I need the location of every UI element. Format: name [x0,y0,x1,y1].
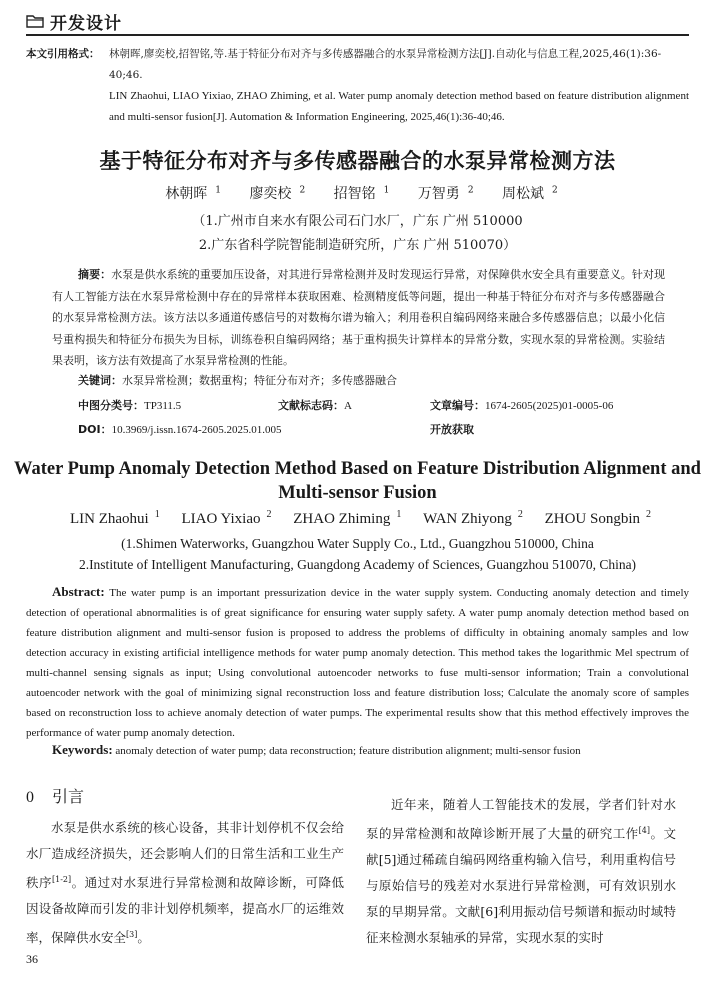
author-en: LIAO Yixiao $^2$ [181,509,272,527]
section-header [26,10,122,32]
affiliation-en-1: (1.Shimen Waterworks, Guangzhou Water Supply Co., Ltd., Guangzhou 510000, China [121,536,594,551]
abstract-en-label: Abstract: [52,584,105,599]
affiliation-cn-2: 2.广东省科学院智能制造研究所，广东 广州 510070） [198,238,517,253]
paragraph: 水泵是供水系统的核心设备，其非计划停机不仅会给水厂造成经济损失，还会影响人们的日常生活和工业生产秩序[1-2]。通过对水泵进行异常检测和故障诊断，可降低因设备故障而引发的非计划停机频率，提高水厂的运维效率，保障供水安全[3]。 [26,820,344,946]
clc-number: 中图分类号：TP311.5 [78,399,182,412]
abstract-en-text: The water pump is an important pressurization device in the water supply system. Conducting anomaly detection and timely detection of operational abnormalities is of great significance for ensuring water supply safety. A water pump anomaly detection method based on feature distribution alignment and multi-sensor fusion is proposed to address the problems of difficulty in obtaining anomaly samples and low detection accuracy in existing artificial intelligence methods for water pump anomaly detection. This method takes the logarithmic Mel spectrum of multi-channel sensing signals as input; Using convolutional autoencoder networks to fuse multi-sensor information; Train a convolutional autoencoder network with the goal of minimizing signal reconstruction loss and feature distribution loss; Calculate the anomaly score of samples based on reconstruction loss to achieve anomaly detection of water pumps. The experimental results show that this method effectively improves the performance of water pump anomaly detection. [26,587,689,739]
header-rule [26,34,689,36]
author-list-cn [0,183,715,203]
paragraph: 近年来，随着人工智能技术的发展，学者们针对水泵的异常检测和故障诊断开展了大量的研究工作[4]。文献[5]通过稀疏自编码网络重构输入信号，利用重构信号与原始信号的残差对水泵进行异常检测，可有效识别水泵的早期异常。文献[6]利用振动信号频谱和振动时域特征来检测水泵轴承的异常，实现水泵的实时 [366,797,676,946]
page-number: 36 [26,952,38,966]
citation-cn: 林朝晖,廖奕校,招智铭,等.基于特征分布对齐与多传感器融合的水泵异常检测方法[J].自动化与信息工程,2025,46(1):36-40;46. [109,48,662,81]
article-number: 文章编号：1674-2605(2025)01-0005-06 [430,399,614,412]
open-access-label: 开放获取 [430,423,474,436]
keywords-en: Keywords: anomaly detection of water pump; data reconstruction; feature distribution alignment; multi-sensor fusion [52,742,581,757]
citation-block [26,44,689,128]
doi[interactable]: DOI：10.3969/j.issn.1674-2605.2025.01.005 [78,423,282,436]
paper-title-cn: 基于特征分布对齐与多传感器融合的水泵异常检测方法 [99,149,616,173]
abstract-cn [52,264,665,372]
affiliation-en-2: 2.Institute of Intelligent Manufacturing, Guangdong Academy of Sciences, Guangzhou 510070, China) [78,557,637,572]
author-en: LIN Zhaohui $^1$ [70,509,160,527]
citation-ref: [1-2] [52,875,72,884]
citation-en: LIN Zhaohui, LIAO Yixiao, ZHAO Zhiming, et al. Water pump anomaly detection method based on feature distribution alignment and multi-sensor fusion[J]. Automation & Information Engineering, 2025,46(1):36-40;46. [109,90,689,123]
abstract-cn-label: 摘要： [78,268,112,281]
folder-icon [26,13,44,29]
author-list-en [0,509,715,528]
author-cn: 林朝晖 $^1$ [165,185,221,202]
abstract-cn-text: 水泵是供水系统的重要加压设备，对其进行异常检测并及时发现运行异常，对保障供水安全具有重要意义。针对现有人工智能方法在水泵异常检测中存在的异常样本获取困难、检测精度低等问题，提出一种基于特征分布对齐与多传感器融合的水泵异常检测方法。该方法以多通道传感信号的对数梅尔谱为输入；利用卷积自编码网络来融合多传感器信息；以最小化信号重构损失和特征分布损失为目标，训练卷积自编码网络；基于重构损失计算样本的异常分数，实现水泵的异常检测。实验结果表明，该方法有效提高了水泵异常检测的性能。 [52,268,665,367]
author-cn: 廖奕校 $^2$ [249,185,306,202]
section-header-title: 开发设计 [50,13,122,34]
affiliation-cn-1: （1.广州市自来水有限公司石门水厂，广东 广州 510000 [192,214,523,229]
abstract-en [26,582,689,743]
paper-title-en: Water Pump Anomaly Detection Method Based on Feature Distribution Alignment and Multi-sensor Fusion [14,459,701,503]
author-cn: 万智勇 $^2$ [417,185,474,202]
author-en: ZHOU Songbin $^2$ [544,509,651,527]
author-cn: 周松斌 $^2$ [502,185,558,202]
author-cn: 招智铭 $^1$ [333,185,390,202]
section-heading: 0 引言 [26,787,85,806]
author-en: ZHAO Zhiming $^1$ [293,509,402,527]
body-column-left [26,815,344,951]
body-column-right [366,792,676,951]
citation-label: 本文引用格式： [26,48,100,60]
keywords-cn: 关键词：水泵异常检测；数据重构；特征分布对齐；多传感器融合 [78,374,397,387]
citation-ref: [4] [638,826,651,835]
author-en: WAN Zhiyong $^2$ [423,509,523,527]
document-code: 文献标志码：A [278,399,352,412]
citation-ref: [3] [126,930,138,940]
